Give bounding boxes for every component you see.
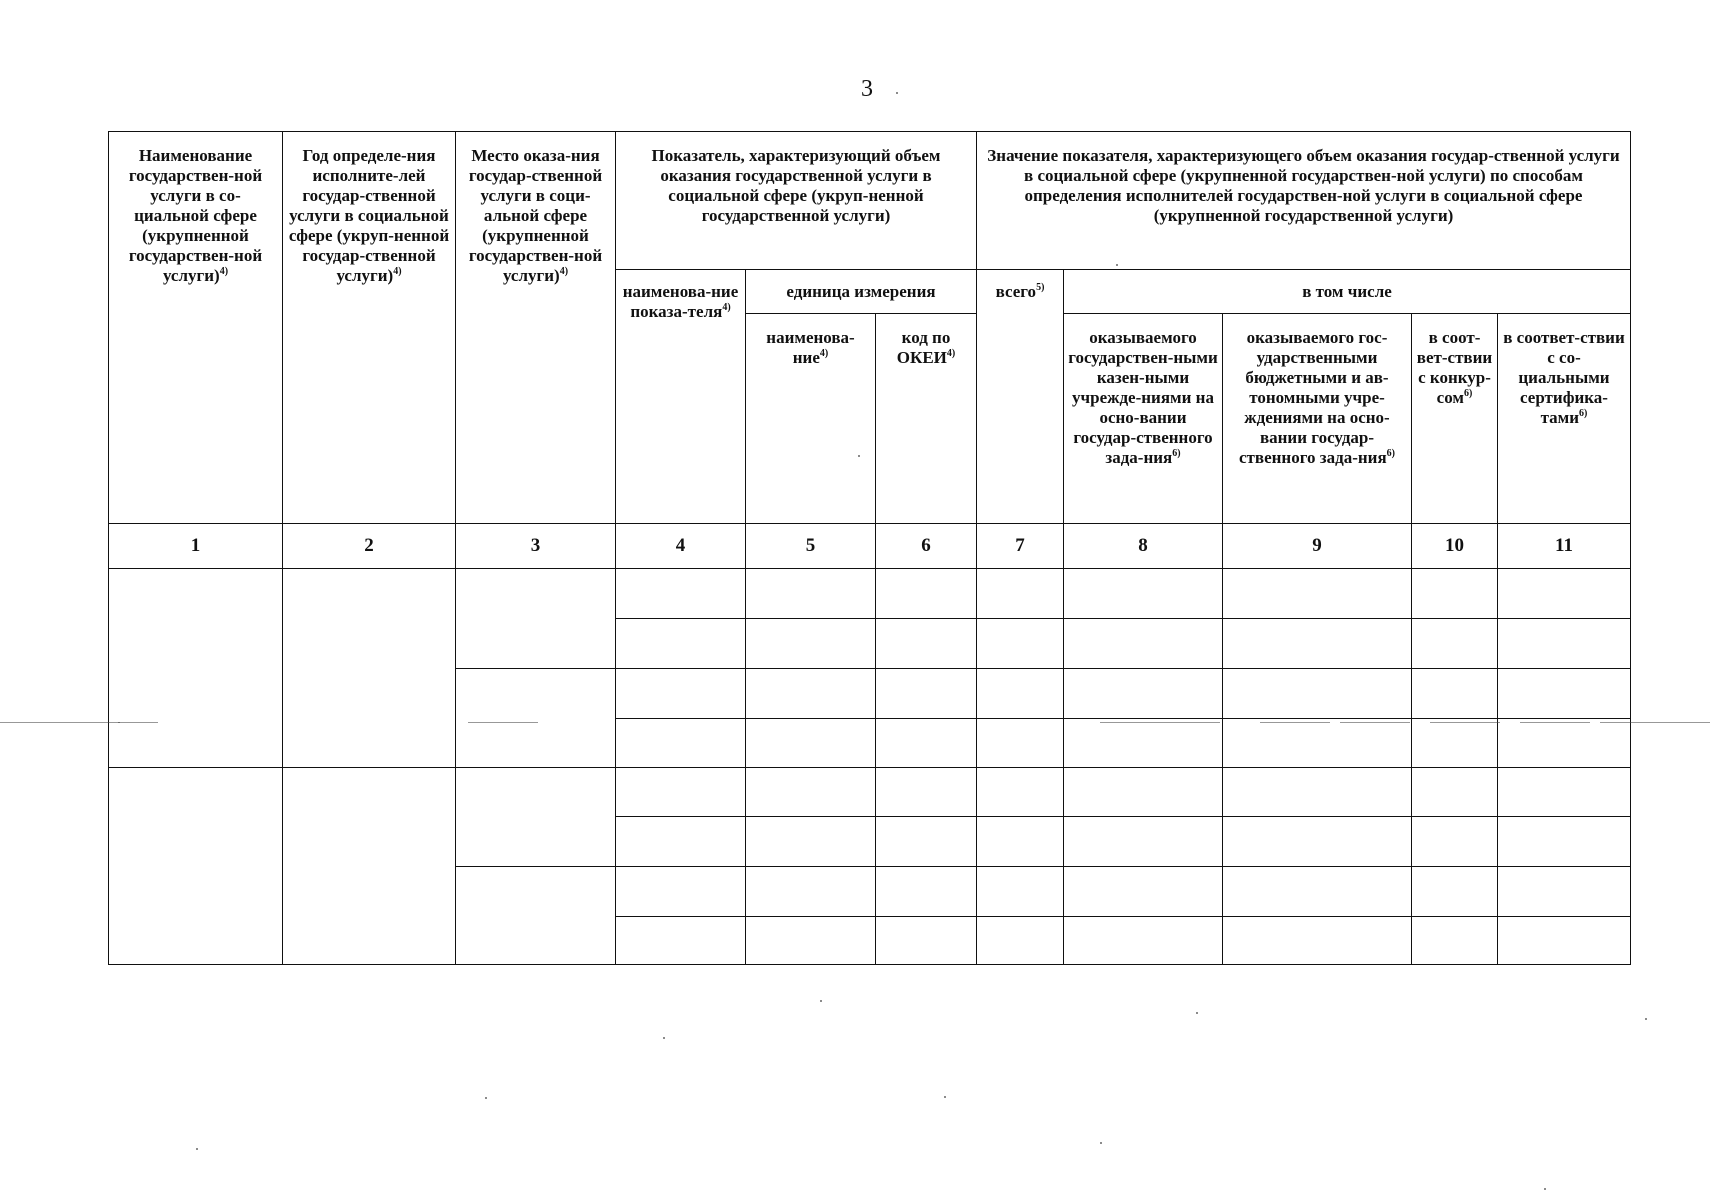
header-competition xyxy=(1411,313,1498,524)
scan-artifact-line xyxy=(1430,722,1500,723)
data-cell xyxy=(875,767,977,817)
data-cell xyxy=(1222,866,1412,917)
place-cell xyxy=(455,767,616,867)
column-number xyxy=(615,523,746,569)
data-cell xyxy=(1497,618,1631,669)
data-cell xyxy=(976,618,1064,669)
data-cell xyxy=(1063,767,1223,817)
data-cell xyxy=(745,568,876,619)
data-cell xyxy=(1497,718,1631,768)
column-number-text: 3 xyxy=(530,535,541,556)
data-cell xyxy=(1411,816,1498,867)
column-number xyxy=(976,523,1064,569)
indicator-table xyxy=(109,132,1631,965)
data-cell xyxy=(1411,718,1498,768)
header-indicator-text: Показатель, характеризующий объем оказания государственной услуги в социальной сфере (укруп-ненной государственной услуги) xyxy=(651,146,941,225)
header-including xyxy=(1063,269,1631,314)
column-number-text: 9 xyxy=(1312,535,1322,556)
data-cell xyxy=(745,618,876,669)
data-cell xyxy=(875,668,977,719)
column-number-text: 10 xyxy=(1445,535,1464,556)
data-cell xyxy=(745,866,876,917)
data-cell xyxy=(615,568,746,619)
data-cell xyxy=(976,668,1064,719)
data-cell xyxy=(1497,816,1631,867)
data-cell xyxy=(1222,618,1412,669)
column-number-text: 1 xyxy=(190,535,201,556)
data-cell xyxy=(1497,767,1631,817)
data-cell xyxy=(745,668,876,719)
data-cell xyxy=(1063,618,1223,669)
data-cell xyxy=(1411,916,1498,965)
header-place-text: Место оказа-ния государ-ственной услуги в соци-альной сфере (укрупненной государствен-ной услуги) xyxy=(468,146,603,285)
scan-artifact-dot xyxy=(196,1148,198,1150)
header-service-name xyxy=(108,131,283,524)
scan-artifact-dot xyxy=(485,1097,487,1099)
data-cell xyxy=(875,568,977,619)
service-name-cell xyxy=(108,568,283,768)
data-cell xyxy=(1497,916,1631,965)
header-service-name-footnote: 4) xyxy=(219,266,229,277)
data-cell xyxy=(1222,816,1412,867)
column-number xyxy=(745,523,876,569)
data-cell xyxy=(1063,718,1223,768)
data-cell xyxy=(1063,916,1223,965)
header-certificates-footnote: 6) xyxy=(1579,408,1588,419)
scan-artifact-line xyxy=(1100,722,1220,723)
header-place-footnote: 4) xyxy=(559,266,569,277)
scan-artifact-dot xyxy=(944,1096,946,1098)
scan-artifact-dot xyxy=(1544,1188,1546,1190)
scan-artifact-line xyxy=(118,722,158,723)
header-state-institutions xyxy=(1063,313,1223,524)
data-cell xyxy=(745,718,876,768)
column-number-text: 6 xyxy=(921,535,931,556)
data-cell xyxy=(976,568,1064,619)
place-cell xyxy=(455,568,616,669)
data-cell xyxy=(1063,668,1223,719)
scan-artifact-line xyxy=(1340,722,1410,723)
data-cell xyxy=(1411,568,1498,619)
header-certificates-text: в соответ-ствии с со-циальными сертифика-тами xyxy=(1503,328,1625,427)
data-cell xyxy=(875,718,977,768)
scan-artifact-line xyxy=(1600,722,1660,723)
data-cell xyxy=(1222,568,1412,619)
header-state-institutions-footnote: 6) xyxy=(1172,448,1181,459)
header-indicator-name-footnote: 4) xyxy=(722,302,731,313)
data-cell xyxy=(615,866,746,917)
data-cell xyxy=(1222,668,1412,719)
data-cell xyxy=(976,767,1064,817)
data-cell xyxy=(1497,568,1631,619)
header-budget-institutions xyxy=(1222,313,1412,524)
data-cell xyxy=(976,916,1064,965)
header-unit-okei xyxy=(875,313,977,524)
column-number xyxy=(455,523,616,569)
data-cell xyxy=(615,668,746,719)
header-competition-text: в соот-вет-ствии с конкур-сом xyxy=(1416,328,1493,407)
header-budget-institutions-footnote: 6) xyxy=(1386,448,1395,459)
header-budget-institutions-text: оказываемого гос-ударственными бюджетными и ав-тономными учре-ждениями на осно-вании государ-ственного зада-ния xyxy=(1239,328,1390,467)
data-cell xyxy=(1497,668,1631,719)
data-cell xyxy=(1411,618,1498,669)
data-cell xyxy=(875,816,977,867)
header-total-text: всего xyxy=(995,282,1037,301)
data-cell xyxy=(1222,718,1412,768)
column-number xyxy=(1411,523,1498,569)
scan-artifact-dot xyxy=(858,455,860,457)
scan-artifact-dot xyxy=(663,1037,665,1039)
data-cell xyxy=(1222,767,1412,817)
scan-artifact-line xyxy=(1260,722,1330,723)
data-cell xyxy=(1411,668,1498,719)
column-number-text: 5 xyxy=(805,535,816,556)
scan-artifact-line xyxy=(1660,722,1710,723)
header-state-institutions-text: оказываемого государствен-ными казен-ными учрежде-ниями на осно-вании государ-ственного зада-ния xyxy=(1068,328,1218,467)
scan-artifact-dot xyxy=(1116,264,1118,266)
data-cell xyxy=(745,767,876,817)
data-cell xyxy=(1497,866,1631,917)
header-unit-name-text: наименова-ние xyxy=(766,328,855,367)
data-cell xyxy=(615,767,746,817)
header-indicator-name-text: наименова-ние показа-теля xyxy=(622,282,739,321)
page-number: 3 xyxy=(861,76,873,102)
header-unit-text: единица измерения xyxy=(786,282,936,301)
header-indicator-value xyxy=(976,131,1631,270)
data-cell xyxy=(875,866,977,917)
data-cell xyxy=(615,718,746,768)
data-cell xyxy=(1063,568,1223,619)
column-number xyxy=(875,523,977,569)
header-total xyxy=(976,269,1064,524)
scan-artifact-dot xyxy=(1196,1012,1198,1014)
year-cell xyxy=(282,568,456,768)
data-cell xyxy=(875,618,977,669)
data-cell xyxy=(976,866,1064,917)
column-number xyxy=(1063,523,1223,569)
data-cell xyxy=(1411,767,1498,817)
column-number-text: 2 xyxy=(364,535,374,556)
column-number-text: 7 xyxy=(1015,535,1025,556)
data-cell xyxy=(745,816,876,867)
place-cell xyxy=(455,866,616,965)
column-number-text: 11 xyxy=(1555,535,1573,556)
data-cell xyxy=(1063,816,1223,867)
header-indicator-name xyxy=(615,269,746,524)
header-year-text: Год определе-ния исполните-лей государ-ственной услуги в социальной сфере (укруп-ненной государ-ственной услуги) xyxy=(288,146,450,285)
data-cell xyxy=(1222,916,1412,965)
header-unit-okei-text: код по ОКЕИ xyxy=(896,328,951,367)
column-number xyxy=(1497,523,1631,569)
scan-artifact-dot xyxy=(1100,1142,1102,1144)
data-cell xyxy=(745,916,876,965)
scan-artifact-line xyxy=(0,722,120,723)
column-number xyxy=(1222,523,1412,569)
header-place xyxy=(455,131,616,524)
header-competition-footnote: 6) xyxy=(1463,388,1473,399)
column-number xyxy=(108,523,283,569)
place-cell xyxy=(455,668,616,768)
year-cell xyxy=(282,767,456,965)
header-total-footnote: 5) xyxy=(1036,282,1045,293)
header-indicator-value-text: Значение показателя, характеризующего объем оказания государ-ственной услуги в социальной сфере (укрупненной государствен-ной услуги) по способам определения исполнителей государствен-ной услуги в социальной сфере (укрупненной государственной услуги) xyxy=(987,146,1620,225)
header-unit-name xyxy=(745,313,876,524)
header-including-text: в том числе xyxy=(1302,282,1392,301)
header-unit xyxy=(745,269,977,314)
header-unit-okei-footnote: 4) xyxy=(946,348,956,359)
service-name-cell xyxy=(108,767,283,965)
scan-artifact-line xyxy=(468,722,538,723)
data-cell xyxy=(976,718,1064,768)
column-number-text: 8 xyxy=(1138,535,1148,556)
data-cell xyxy=(1063,866,1223,917)
scan-artifact-dot xyxy=(820,1000,822,1002)
header-indicator xyxy=(615,131,977,270)
data-cell xyxy=(1411,866,1498,917)
header-year xyxy=(282,131,456,524)
scan-artifact-line xyxy=(1520,722,1590,723)
header-unit-name-footnote: 4) xyxy=(819,348,829,359)
scan-artifact-dot xyxy=(896,92,898,94)
data-cell xyxy=(615,816,746,867)
header-service-name-text: Наименование государствен-ной услуги в со-циальной сфере (укрупненной государствен-ной услуги) xyxy=(128,146,263,285)
scan-artifact-dot xyxy=(1645,1018,1647,1020)
data-cell xyxy=(615,618,746,669)
data-cell xyxy=(875,916,977,965)
column-number xyxy=(282,523,456,569)
header-certificates xyxy=(1497,313,1631,524)
column-number-text: 4 xyxy=(675,535,686,556)
data-cell xyxy=(615,916,746,965)
data-cell xyxy=(976,816,1064,867)
header-year-footnote: 4) xyxy=(393,266,402,277)
